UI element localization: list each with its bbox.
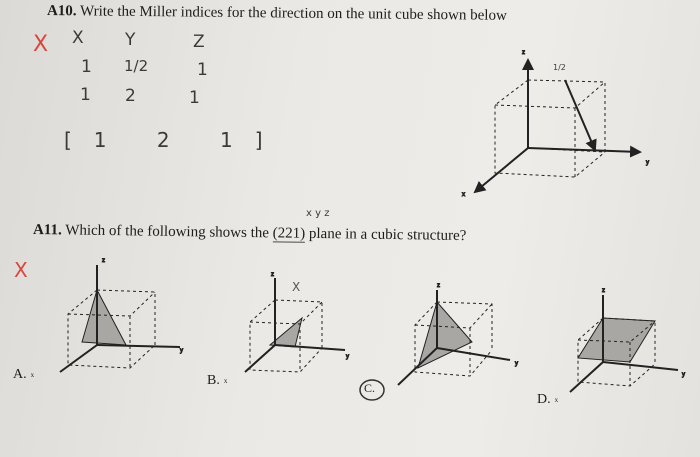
y-axis-label: y [682, 372, 685, 378]
work-y-int: 2 [125, 86, 136, 106]
work-x-header: X [72, 28, 84, 48]
z-axis-label: z [602, 288, 605, 294]
handwritten-xyz: x y z [306, 208, 330, 219]
option-d-cube [570, 288, 685, 392]
option-letter: C. [364, 381, 376, 395]
work-answer: [1 2 1] [64, 128, 285, 152]
question-text-after: plane in a cubic structure? [308, 225, 467, 245]
option-b-label[interactable] [207, 373, 227, 389]
y-axis-label: y [515, 361, 518, 367]
x-axis-label: x [462, 192, 465, 198]
option-x-axis: x [223, 376, 228, 385]
option-d-label[interactable] [537, 392, 558, 408]
work-z-value: 1 [197, 60, 208, 80]
z-axis-label: z [437, 283, 440, 289]
option-b-cube [245, 272, 349, 372]
z-axis-label: z [522, 50, 525, 56]
question-number: A11. [32, 222, 62, 239]
option-x-axis: x [30, 370, 35, 379]
option-c-cube [398, 283, 518, 385]
plane-indices: (221) [272, 225, 306, 242]
y-axis-label: y [646, 160, 649, 166]
a10-cube-figure [462, 50, 649, 198]
option-a-cube [60, 258, 183, 372]
option-c-label[interactable] [364, 381, 375, 396]
question-text-before: Which of the following shows the [65, 222, 270, 242]
work-z-int: 1 [189, 88, 200, 108]
work-y-header: Y [125, 30, 136, 50]
handwritten-x-mark: X [292, 280, 301, 294]
half-annotation: 1/2 [553, 63, 566, 72]
red-cross-mark: X [14, 258, 28, 282]
question-number: A10. [46, 3, 77, 20]
z-axis-label: z [271, 272, 274, 278]
work-y-value: 1/2 [124, 57, 149, 75]
work-x-value: 1 [81, 57, 92, 77]
red-cross-mark: X [33, 32, 49, 57]
option-a-label[interactable] [13, 367, 34, 383]
question-text: Write the Miller indices for the direction on the unit cube shown below [79, 3, 507, 24]
option-letter: D. [537, 392, 551, 407]
work-z-header: Z [193, 32, 205, 52]
y-axis-label: y [346, 354, 349, 360]
work-x-int: 1 [80, 85, 91, 105]
z-axis-label: z [102, 258, 105, 264]
option-x-axis: x [554, 395, 559, 404]
y-axis-label: y [180, 348, 183, 354]
option-letter: B. [207, 373, 220, 388]
option-letter: A. [13, 367, 27, 382]
